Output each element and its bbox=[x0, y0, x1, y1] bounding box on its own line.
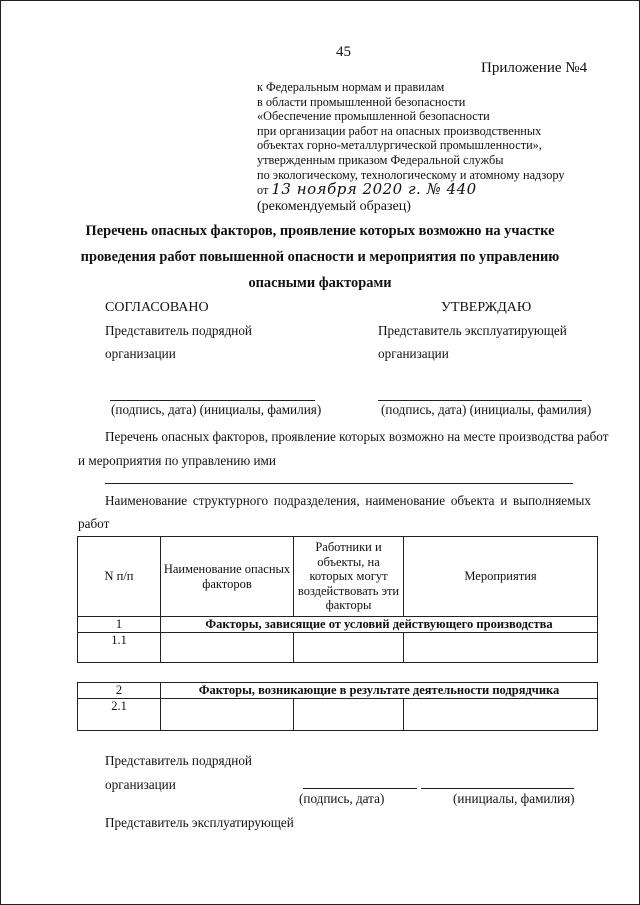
hazard-name-cell[interactable] bbox=[161, 633, 294, 663]
contractor-signature-line bbox=[110, 400, 315, 401]
footer-contractor-line1: Представитель подрядной bbox=[105, 753, 252, 768]
reference-line: утвержденным приказом Федеральной службы bbox=[257, 152, 504, 167]
reference-line: к Федеральным нормам и правилам bbox=[257, 80, 445, 94]
para-word: Наименование bbox=[105, 493, 188, 508]
header-measures: Мероприятия bbox=[404, 537, 598, 617]
row-num: 1.1 bbox=[78, 633, 161, 663]
hazard-name-cell[interactable] bbox=[161, 699, 294, 731]
reference-line: объектах горно-металлургической промышленности», bbox=[257, 138, 542, 153]
reference-line: в области промышленной безопасности bbox=[257, 94, 466, 109]
footer-sign-caption: (подпись, дата) bbox=[299, 791, 385, 806]
footer-initials-caption: (инициалы, фамилия) bbox=[453, 791, 575, 806]
operator-signature-line bbox=[378, 400, 582, 401]
row-num: 2.1 bbox=[78, 699, 161, 731]
section-num: 2 bbox=[78, 683, 161, 699]
section-title: Факторы, зависящие от условий действующего производства bbox=[161, 617, 598, 633]
section-row bbox=[78, 617, 598, 633]
footer-operator-line1: Представитель эксплуатирующей bbox=[105, 815, 294, 830]
header-workers: Работники и объекты, на которых могут воздействовать эти факторы bbox=[294, 537, 404, 617]
approve-heading: УТВЕРЖДАЮ bbox=[441, 300, 532, 315]
contractor-signature-caption: (подпись, дата) (инициалы, фамилия) bbox=[111, 402, 322, 417]
reference-line: при организации работ на опасных производственных bbox=[257, 123, 542, 138]
para-word: наименование bbox=[365, 493, 446, 508]
hazard-table-1 bbox=[77, 536, 598, 663]
section-title: Факторы, возникающие в результате деятельности подрядчика bbox=[161, 683, 598, 699]
paragraph-unit-line1 bbox=[105, 493, 591, 509]
date-prefix: от bbox=[257, 183, 269, 198]
document-title: Перечень опасных факторов, проявление которых возможно на участке проведения работ повышенной опасности и мероприятия по управлению опасными факторами bbox=[80, 223, 560, 291]
appendix-label: Приложение №4 bbox=[481, 60, 588, 76]
measures-cell[interactable] bbox=[404, 633, 598, 663]
reference-line: по экологическому, технологическому и атомному надзору bbox=[257, 167, 565, 182]
section-num: 1 bbox=[78, 617, 161, 633]
sample-note: (рекомендуемый образец) bbox=[257, 198, 411, 214]
operator-signature-caption: (подпись, дата) (инициалы, фамилия) bbox=[381, 402, 592, 417]
table-header-row bbox=[78, 537, 598, 617]
para-word: объекта bbox=[450, 493, 495, 508]
workers-cell[interactable] bbox=[294, 633, 404, 663]
hazard-table-2 bbox=[77, 682, 598, 731]
contractor-rep-block bbox=[105, 319, 252, 365]
contractor-rep-line1: Представитель подрядной bbox=[105, 323, 252, 338]
para-word: выполняемых bbox=[513, 493, 591, 508]
footer-contractor-line2: организации bbox=[105, 777, 176, 792]
agreed-heading: СОГЛАСОВАНО bbox=[105, 300, 209, 315]
page-number: 45 bbox=[336, 44, 351, 60]
section-row bbox=[78, 683, 598, 699]
table-row bbox=[78, 633, 598, 663]
handwritten-date: 13 ноября 2020 г. № 440 bbox=[271, 180, 477, 199]
operator-rep-line1: Представитель эксплуатирующей bbox=[378, 323, 567, 338]
paragraph-hazards-line2: и мероприятия по управлению ими bbox=[78, 453, 276, 468]
fill-in-line bbox=[105, 483, 573, 484]
header-hazard-name: Наименование опасных факторов bbox=[161, 537, 294, 617]
footer-initials-line bbox=[421, 788, 574, 789]
contractor-rep-line2: организации bbox=[105, 346, 176, 361]
header-num: N п/п bbox=[78, 537, 161, 617]
operator-rep-block bbox=[378, 319, 567, 365]
para-word: структурного bbox=[192, 493, 269, 508]
reference-block bbox=[257, 80, 565, 214]
reference-line: «Обеспечение промышленной безопасности bbox=[257, 109, 490, 124]
para-word: подразделения, bbox=[273, 493, 360, 508]
para-word: и bbox=[500, 493, 508, 508]
table-row bbox=[78, 699, 598, 731]
order-date-line bbox=[257, 182, 565, 198]
paragraph-unit-line2: работ bbox=[78, 516, 110, 531]
workers-cell[interactable] bbox=[294, 699, 404, 731]
operator-rep-line2: организации bbox=[378, 346, 449, 361]
measures-cell[interactable] bbox=[404, 699, 598, 731]
footer-sign-line bbox=[303, 788, 417, 789]
paragraph-hazards-line1: Перечень опасных факторов, проявление которых возможно на месте производства работ bbox=[105, 429, 609, 444]
